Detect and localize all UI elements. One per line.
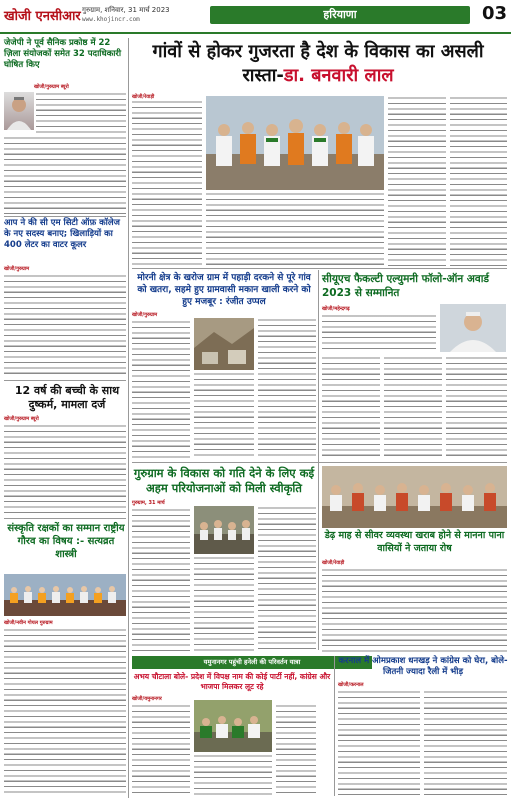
article-text <box>194 754 272 796</box>
morni-headline: मोरनी क्षेत्र के खरोज ग्राम में पहाड़ी दरकने से पूरे गांव को खतरा, सहमे हुए ग्रामवासी मकान खाली करने को हुए मजबूर : रंजीत उप्पल <box>137 273 311 307</box>
dateline: गुरुग्राम, शनिवार, 31 मार्च 2023 <box>82 6 170 14</box>
article-text <box>338 690 420 796</box>
article-text <box>450 96 507 266</box>
gurugram-byline: गुरुग्राम, 31 मार्च <box>132 500 165 506</box>
article-text <box>194 372 254 460</box>
dhankhar-byline: खोजी/करनाल <box>338 682 364 688</box>
article-text <box>424 690 507 796</box>
yatra-photo <box>194 700 272 752</box>
group-photo <box>4 574 126 616</box>
masthead <box>0 0 511 34</box>
left-bottom-byline: खोजी/नवीन गोयल गुरुग्राम <box>4 620 53 626</box>
author-photo <box>4 92 34 130</box>
article-text <box>4 628 126 796</box>
meeting-photo <box>194 506 254 554</box>
lead-headline-name: डा. बनवारी लाल <box>283 65 394 86</box>
chautala-byline: खोजी/यमुनानगर <box>132 696 162 702</box>
website-url: www.khojincr.com <box>82 16 140 23</box>
divider <box>132 462 507 463</box>
sewer-headline: डेढ़ माह से सीवर व्यवस्था खराब होने से मानना पाना वासियों ने जताया रोष <box>324 530 505 554</box>
crime-byline: खोजी/गुरुग्राम ब्यूरो <box>4 416 39 422</box>
article-text <box>4 274 126 378</box>
lead-headline <box>130 40 506 88</box>
left-top-byline: खोजी/गुरुग्राम ब्यूरो <box>34 84 69 90</box>
left-mid-byline: खोजी/गुरुग्राम <box>4 266 30 272</box>
section-banner: यमुनानगर पहुंची हनेली की परिवर्तन यात्रा <box>132 656 372 669</box>
column-divider <box>334 656 335 796</box>
section-title: हरियाणा <box>210 6 470 24</box>
article-text <box>4 424 126 516</box>
article-text <box>132 100 202 266</box>
newspaper-logo: खोजी एनसीआर <box>4 9 81 24</box>
article-text <box>276 704 316 796</box>
article-text <box>258 506 316 652</box>
lead-photo <box>206 96 384 190</box>
crime-headline: 12 वर्ष की बच्ची के साथ दुष्कर्म, मामला दर्ज <box>14 384 120 411</box>
article-text <box>388 96 446 266</box>
divider <box>4 518 126 519</box>
protest-photo <box>322 466 507 528</box>
lead-byline: खोजी/रेवाड़ी <box>132 94 155 100</box>
page-number: 03 <box>481 3 507 24</box>
article-text <box>4 136 126 214</box>
article-text <box>322 314 436 352</box>
cuh-headline: सीयूएच फैकल्टी एल्युमनी फॉलो-ऑन अवार्ड 2023 से सम्मानित <box>322 273 490 299</box>
article-text <box>206 192 384 266</box>
article-text <box>132 508 190 652</box>
article-text <box>258 318 316 460</box>
lead-headline-text: गांवों से होकर गुजरता है देश के विकास का असली रास्ता- <box>152 41 484 86</box>
morni-byline: खोजी/गुरुग्राम <box>132 312 158 318</box>
sewer-byline: खोजी/रेवाड़ी <box>322 560 345 566</box>
gurugram-headline: गुरुग्राम के विकास को गति देने के लिए कई अहम परियोजनाओं को मिली स्वीकृति <box>133 466 315 495</box>
column-divider <box>128 38 129 798</box>
article-text <box>36 92 126 136</box>
article-text <box>446 356 507 460</box>
article-text <box>132 320 190 460</box>
divider <box>4 216 126 217</box>
divider <box>4 380 126 381</box>
left-top-headline: जेजेपी ने पूर्व सैनिक प्रकोष्ठ में 22 ज़िला संयोजकों समेत 32 पदाधिकारी घोषित किए <box>4 38 122 70</box>
article-text <box>132 704 190 796</box>
article-text <box>322 568 507 652</box>
landslide-photo <box>194 318 254 370</box>
left-bottom-headline: संस्कृति रक्षकों का सम्मान राष्ट्रीय गौरव का विषय :- सत्यव्रत शास्त्री <box>7 523 125 560</box>
article-text <box>194 556 254 652</box>
divider <box>132 268 507 269</box>
cuh-byline: खोजी/महेन्द्रगढ़ <box>322 306 350 312</box>
dhankhar-headline: करनाल में ओमप्रकाश धनखड़ ने कांग्रेस को घेरा, बोले- जितनी ज्यादा रैली में भीड़ <box>338 656 508 677</box>
chautala-headline: अभय चौटाला बोले- प्रदेश में विपक्ष नाम की कोई पार्टी नहीं, कांग्रेस और भाजपा मिलकर लूट रहे <box>133 672 331 691</box>
article-text <box>322 356 380 460</box>
cuh-photo <box>440 304 506 352</box>
column-divider <box>318 270 319 650</box>
left-mid-headline: आप ने की सी एम सिटी ऑफ़ कॉलेज के नए सदस्य बनाए; खिलाड़ियों का 400 लेटर का वाटर कूलर <box>4 218 120 250</box>
article-text <box>384 356 442 460</box>
